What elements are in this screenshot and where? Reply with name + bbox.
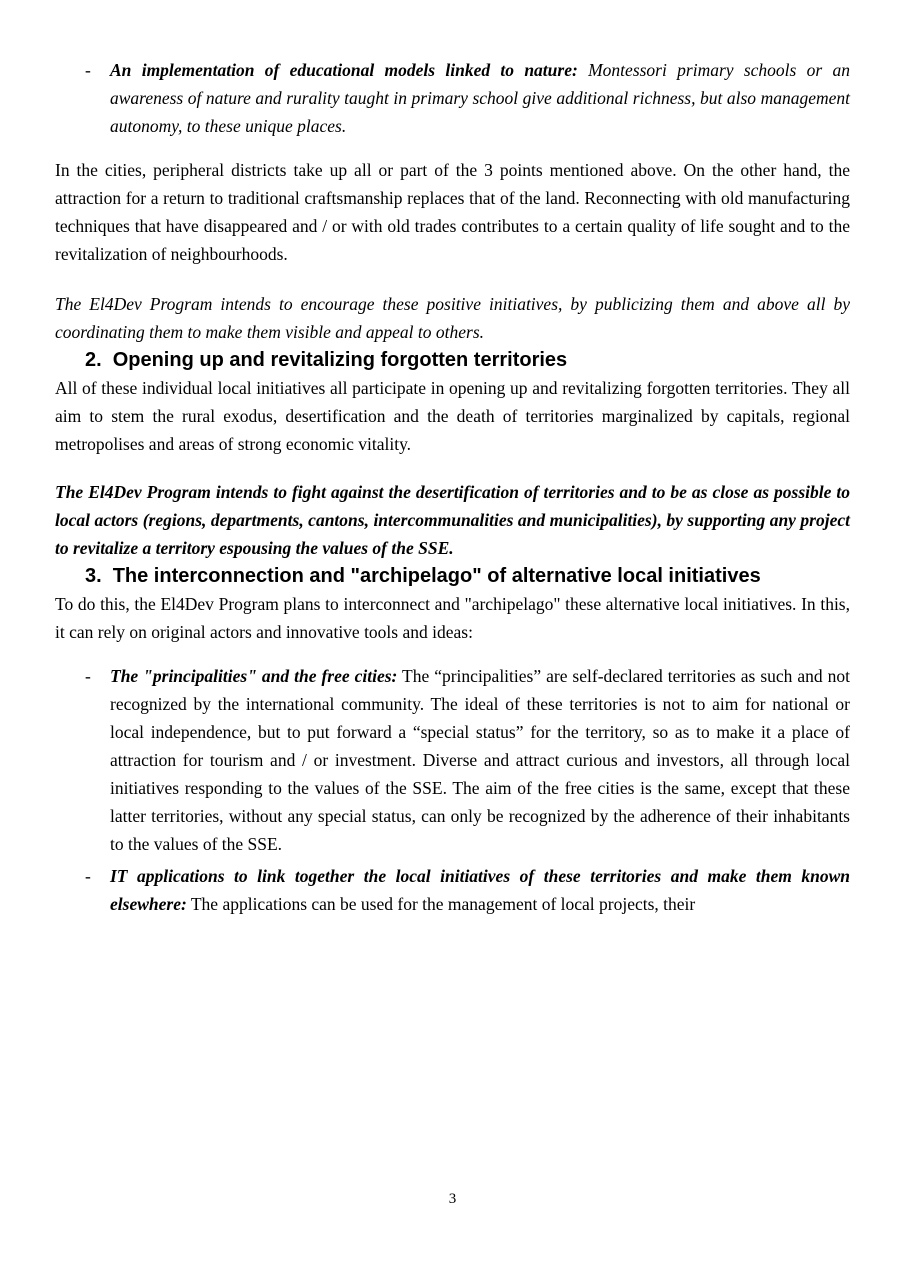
bullet-lead-it-applications: IT applications to link together the local initiatives of these territories and make them known elsewhere: bbox=[110, 866, 850, 914]
paragraph-initiatives: All of these individual local initiatives all participate in opening up and revitalizing forgotten territories. They all aim to stem the rural exodus, desertification and the death of territories marginalized by capitals, regional metropolises and areas of strong economic vitality. bbox=[55, 378, 850, 454]
paragraph-cities: In the cities, peripheral districts take up all or part of the 3 points mentioned above. On the other hand, the attraction for a return to traditional craftsmanship replaces that of the land. Reconnecting with old manufacturing techniques that have disappeared and / or with old trades contributes to a certain quality of life sought and to the revitalization of neighbourhoods. bbox=[55, 160, 850, 264]
bullet-item-educational-models bbox=[55, 56, 850, 140]
bullet-marker: - bbox=[85, 866, 91, 886]
paragraph-interconnect: To do this, the El4Dev Program plans to interconnect and "archipelago" these alternative local initiatives. In this, it can rely on original actors and innovative tools and ideas: bbox=[55, 594, 850, 642]
paragraph-program-fight: The El4Dev Program intends to fight against the desertification of territories and to be as close as possible to local actors (regions, departments, cantons, intercommunalities and municipalities), by supporting any project to revitalize a territory espousing the values of the SSE. bbox=[55, 482, 850, 558]
heading-number: 2. bbox=[85, 349, 102, 371]
heading-number: 3. bbox=[85, 565, 102, 587]
page-number: 3 bbox=[448, 1191, 457, 1207]
bullet-body-educational-models: Montessori primary schools or an awareness of nature and rurality taught in primary school give additional richness, but also management autonomy, to these unique places. bbox=[110, 60, 850, 136]
heading-opening-up-territories bbox=[85, 346, 850, 374]
bullet-item-it-applications bbox=[55, 862, 850, 918]
bullet-body-it-applications: The applications can be used for the management of local projects, their bbox=[190, 894, 696, 914]
bullet-list-tools bbox=[55, 662, 850, 918]
bullet-text bbox=[110, 56, 850, 140]
bullet-lead-principalities: The "principalities" and the free cities: bbox=[110, 666, 398, 686]
bullet-lead-educational-models: An implementation of educational models linked to nature: bbox=[110, 60, 578, 80]
heading-text: The interconnection and "archipelago" of alternative local initiatives bbox=[112, 565, 761, 587]
heading-text: Opening up and revitalizing forgotten territories bbox=[112, 349, 568, 371]
bullet-item-principalities bbox=[55, 662, 850, 858]
bullet-marker: - bbox=[85, 666, 91, 686]
paragraph-program-encourage: The El4Dev Program intends to encourage these positive initiatives, by publicizing them and above all by coordinating them to make them visible and appeal to others. bbox=[55, 294, 850, 342]
bullet-text bbox=[110, 662, 850, 858]
bullet-body-principalities: The “principalities” are self-declared territories as such and not recognized by the international community. The ideal of these territories is not to aim for national or local independence, but to put forward a “special status” for the territory, so as to make it a place of attraction for tourism and / or investment. Diverse and attract curious and investors, all through local initiatives responding to the values of the SSE. The aim of the free cities is the same, except that these latter territories, without any special status, can only be recognized by the adherence of their inhabitants to the values of the SSE. bbox=[110, 666, 850, 854]
bullet-text bbox=[110, 862, 850, 918]
heading-interconnection-archipelago bbox=[85, 562, 850, 590]
bullet-marker: - bbox=[85, 60, 91, 80]
